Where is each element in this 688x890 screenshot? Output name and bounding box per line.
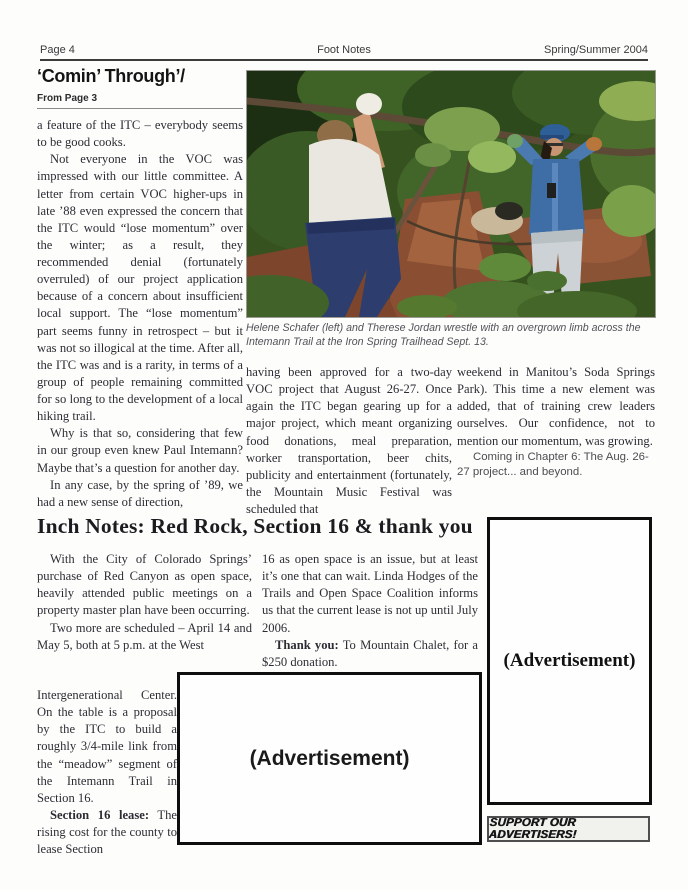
paragraph: Two more are scheduled – April 14 and May 5, both at 5 p.m. at the West [37, 620, 252, 652]
header-issue-date: Spring/Summer 2004 [544, 44, 648, 56]
article2-title: Inch Notes: Red Rock, Section 16 & thank you [37, 514, 473, 538]
paragraph: weekend in Manitou’s Soda Springs Park). This time a new element was added, that of training crew leaders ourselves. Our confidence, not to mention our momentum, was growing. [457, 365, 655, 448]
trail-work-photo [246, 70, 656, 318]
paragraph: having been approved for a two-day VOC project that August 26-27. Once again the ITC began gearing up for a major project, which meant organizing food donations, meal preparation, worker transportation, beer chits, publicity and entertainment (fortunately, the Mountain Music Festival was scheduled that [246, 365, 452, 516]
header-page-number: Page 4 [40, 44, 75, 56]
center-advertisement-box [177, 672, 482, 845]
article1-title-rule [37, 108, 243, 109]
chapter-teaser-note: Coming in Chapter 6: The Aug. 26-27 project... and beyond. [457, 450, 649, 479]
paragraph-thank-you [262, 637, 478, 671]
paragraph: Why is that so, considering that few in our group even knew Paul Intemann? Maybe that’s a question for another day. [37, 426, 243, 475]
article2-column-2 [262, 551, 478, 671]
support-advertisers-text: SUPPORT OUR ADVERTISERS! [488, 817, 577, 841]
thank-you-text: To Mountain Chalet, for a $250 donation. [262, 637, 478, 669]
article1-column-1 [37, 117, 243, 511]
paragraph: a feature of the ITC – everybody seems to be good cooks. [37, 118, 243, 150]
paragraph: Intergenerational Center. On the table is a proposal by the ITC to build a roughly 3/4-mile link from the “meadow” segment of the Intemann Trail in Section 16. [37, 688, 177, 805]
article2-column-1-wide [37, 551, 252, 654]
article1-column-3 [457, 364, 655, 480]
section-lease-text: The rising cost for the county to lease Section [37, 807, 178, 857]
trail-work-photo-illustration [247, 71, 655, 317]
article1-title: ‘Comin’ Through’/ [37, 66, 185, 86]
paragraph: Not everyone in the VOC was impressed with our little committee. A letter from certain VOC higher-ups in late ’88 even expressed the concern that the ITC would “lose momentum” over the winter; as a result, they recommended denial (fortunately overruled) of our project application because of a concern about insufficient local support. The “lose momentum” part seems funny in retrospect – but it was not so illogical at the time. After all, the ITC was and is a rarity, in terms of a group of people remaining committed for so long to the development of a local hiking trail. [37, 152, 243, 424]
center-advertisement-label: (Advertisement) [249, 746, 410, 770]
article1-continued-from: From Page 3 [37, 93, 98, 104]
section-lease-lead: Section 16 lease: [50, 807, 150, 822]
right-advertisement-box [487, 517, 652, 805]
header-publication-title: Foot Notes [317, 44, 371, 56]
article2-column-1-narrow [37, 687, 177, 858]
support-advertisers-banner [487, 816, 650, 842]
right-advertisement-label: (Advertisement) [503, 650, 636, 671]
header-rule [40, 59, 648, 61]
paragraph-section-lease [37, 807, 177, 858]
paragraph: 16 as open space is an issue, but at least it’s one that can wait. Linda Hodges of the Trails and Open Space Coalition informs us that the current lease is not up until July 2006. [262, 552, 478, 635]
paragraph: With the City of Colorado Springs’ purchase of Red Canyon as open space, heavily attended public meetings on a property master plan have been occurring. [37, 552, 252, 618]
paragraph: In any case, by the spring of ’89, we had a new sense of direction, [37, 477, 243, 509]
photo-caption: Helene Schafer (left) and Therese Jordan wrestle with an overgrown limb across the Intemann Trail at the Iron Spring Trailhead Sept. 13. [246, 322, 641, 348]
thank-you-lead: Thank you: [275, 637, 339, 652]
article1-column-2 [246, 364, 452, 518]
